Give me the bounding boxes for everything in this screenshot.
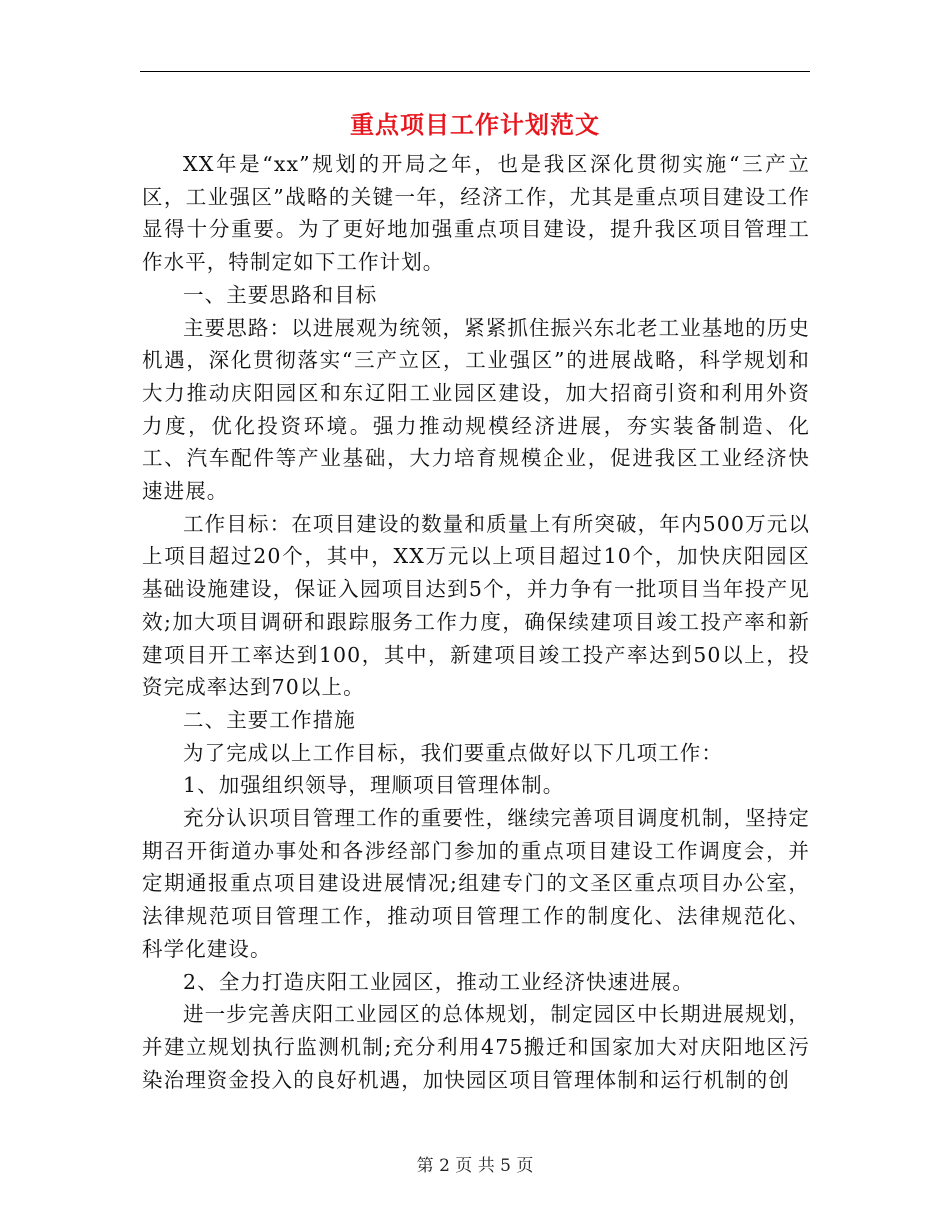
measure-1-paragraph: 充分认识项目管理工作的重要性，继续完善项目调度机制，坚持定期召开街道办事处和各涉经部门参加的重点项目建设工作调度会，并定期通报重点项目建设进展情况;组建专门的文圣区重点项目办公室，法律规范项目管理工作，推动项目管理工作的制度化、法律规范化、科学化建设。: [142, 806, 810, 961]
measures-intro-paragraph: 为了完成以上工作目标，我们要重点做好以下几项工作：: [183, 740, 723, 765]
document-title: 重点项目工作计划范文: [350, 110, 600, 139]
page-number: 第 2 页 共 5 页: [416, 1156, 534, 1176]
main-ideas-paragraph: 主要思路：以进展观为统领，紧紧抓住振兴东北老工业基地的历史机遇，深化贯彻落实“三产立区，工业强区”的进展战略，科学规划和大力推动庆阳园区和东辽阳工业园区建设，加大招商引资和利用外资力度，优化投资环境。强力推动规模经济进展，夯实装备制造、化工、汽车配件等产业基础，大力培育规模企业，促进我区工业经济快速进展。: [142, 315, 810, 504]
section-heading-2: 二、主要工作措施: [183, 707, 356, 732]
document-body: [142, 148, 810, 1096]
measure-2-paragraph: 进一步完善庆阳工业园区的总体规划，制定园区中长期进展规划，并建立规划执行监测机制;充分利用475搬迁和国家加大对庆阳地区污染治理资金投入的良好机遇，加快园区项目管理体制和运行机制的创: [142, 1002, 810, 1092]
header-rule: [140, 71, 810, 72]
measure-heading-2: 2、全力打造庆阳工业园区，推动工业经济快速进展。: [183, 969, 694, 994]
section-heading-1: 一、主要思路和目标: [183, 282, 378, 307]
intro-paragraph: XX年是“xx”规划的开局之年，也是我区深化贯彻实施“三产立区，工业强区”战略的关键一年，经济工作，尤其是重点项目建设工作显得十分重要。为了更好地加强重点项目建设，提升我区项目管理工作水平，特制定如下工作计划。: [142, 152, 810, 275]
measure-heading-1: 1、加强组织领导，理顺项目管理体制。: [183, 773, 565, 798]
work-goals-paragraph: 工作目标：在项目建设的数量和质量上有所突破，年内500万元以上项目超过20个，其中，XX万元以上项目超过10个，加快庆阳园区基础设施建设，保证入园项目达到5个，并力争有一批项目当年投产见效;加大项目调研和跟踪服务工作力度，确保续建项目竣工投产率和新建项目开工率达到100，其中，新建项目竣工投产率达到50以上，投资完成率达到70以上。: [142, 511, 810, 700]
